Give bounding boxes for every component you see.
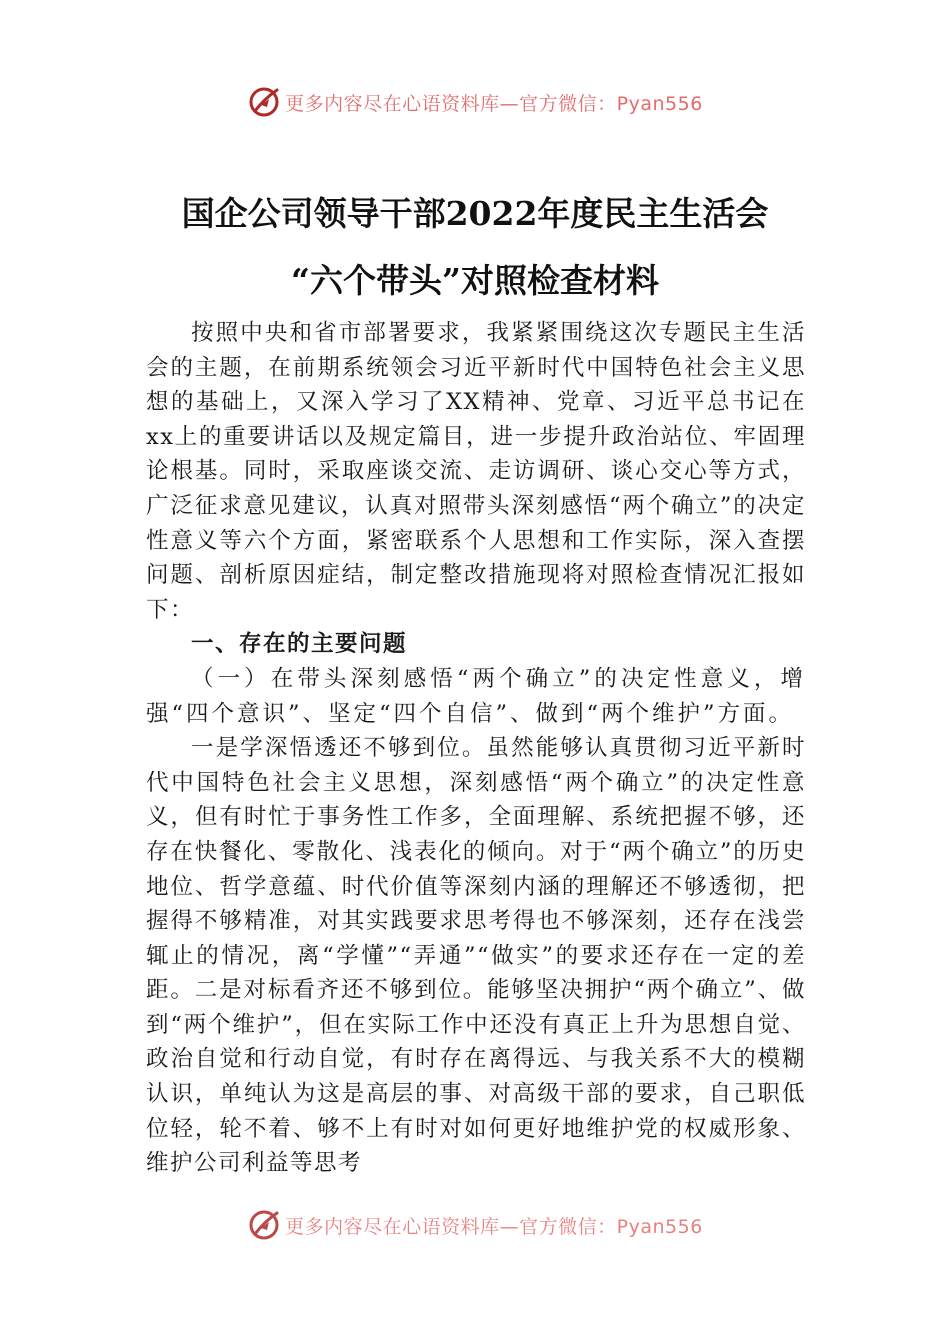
quill-seal-logo-icon [247, 1208, 281, 1242]
watermark-footer [0, 1205, 950, 1245]
watermark-text: 更多内容尽在心语资料库—官方微信：Pyan556 [285, 92, 703, 115]
body-paragraph-1: 一是学深悟透还不够到位。虽然能够认真贯彻习近平新时代中国特色社会主义思想，深刻感悟“两个确立”的决定性意义，但有时忙于事务性工作多，全面理解、系统把握不够，还存在快餐化、零散化、浅表化的倾向。对于“两个确立”的历史地位、哲学意蕴、时代价值等深刻内涵的理解还不够透彻，把握得不够精准，对其实践要求思考得也不够深刻，还存在浅尝辄止的情况，离“学懂”“弄通”“做实”的要求还存在一定的差距。二是对标看齐还不够到位。能够坚决拥护“两个确立”、做到“两个维护”，但在实际工作中还没有真正上升为思想自觉、政治自觉和行动自觉，有时存在离得远、与我关系不大的模糊认识，单纯认为这是高层的事、对高级干部的要求，自己职低位轻，轮不着、够不上有时对如何更好地维护党的权威形象、维护公司利益等思考 [146, 735, 806, 1177]
quill-seal-logo-icon [247, 85, 281, 119]
document-title-line1: 国企公司领导干部2022年度民主生活会 [181, 194, 769, 233]
document-body [146, 316, 806, 1181]
document-title-line2: “六个带头”对照检查材料 [291, 261, 659, 300]
subsection-heading-1: （一）在带头深刻感悟“两个确立”的决定性意义，增强“四个意识”、坚定“四个自信”、做到“两个维护”方面。 [146, 665, 806, 727]
watermark-text: 更多内容尽在心语资料库—官方微信：Pyan556 [285, 1215, 703, 1238]
watermark-header [0, 82, 950, 122]
intro-paragraph: 按照中央和省市部署要求，我紧紧围绕这次专题民主生活会的主题，在前期系统领会习近平新时代中国特色社会主义思想的基础上，又深入学习了XX精神、党章、习近平总书记在xx上的重要讲话以及规定篇目，进一步提升政治站位、牢固理论根基。同时，采取座谈交流、走访调研、谈心交心等方式，广泛征求意见建议，认真对照带头深刻感悟“两个确立”的决定性意义等六个方面，紧密联系个人思想和工作实际，深入查摆问题、剖析原因症结，制定整改措施现将对照检查情况汇报如下： [146, 320, 806, 623]
section-heading-1: 一、存在的主要问题 [191, 631, 408, 658]
